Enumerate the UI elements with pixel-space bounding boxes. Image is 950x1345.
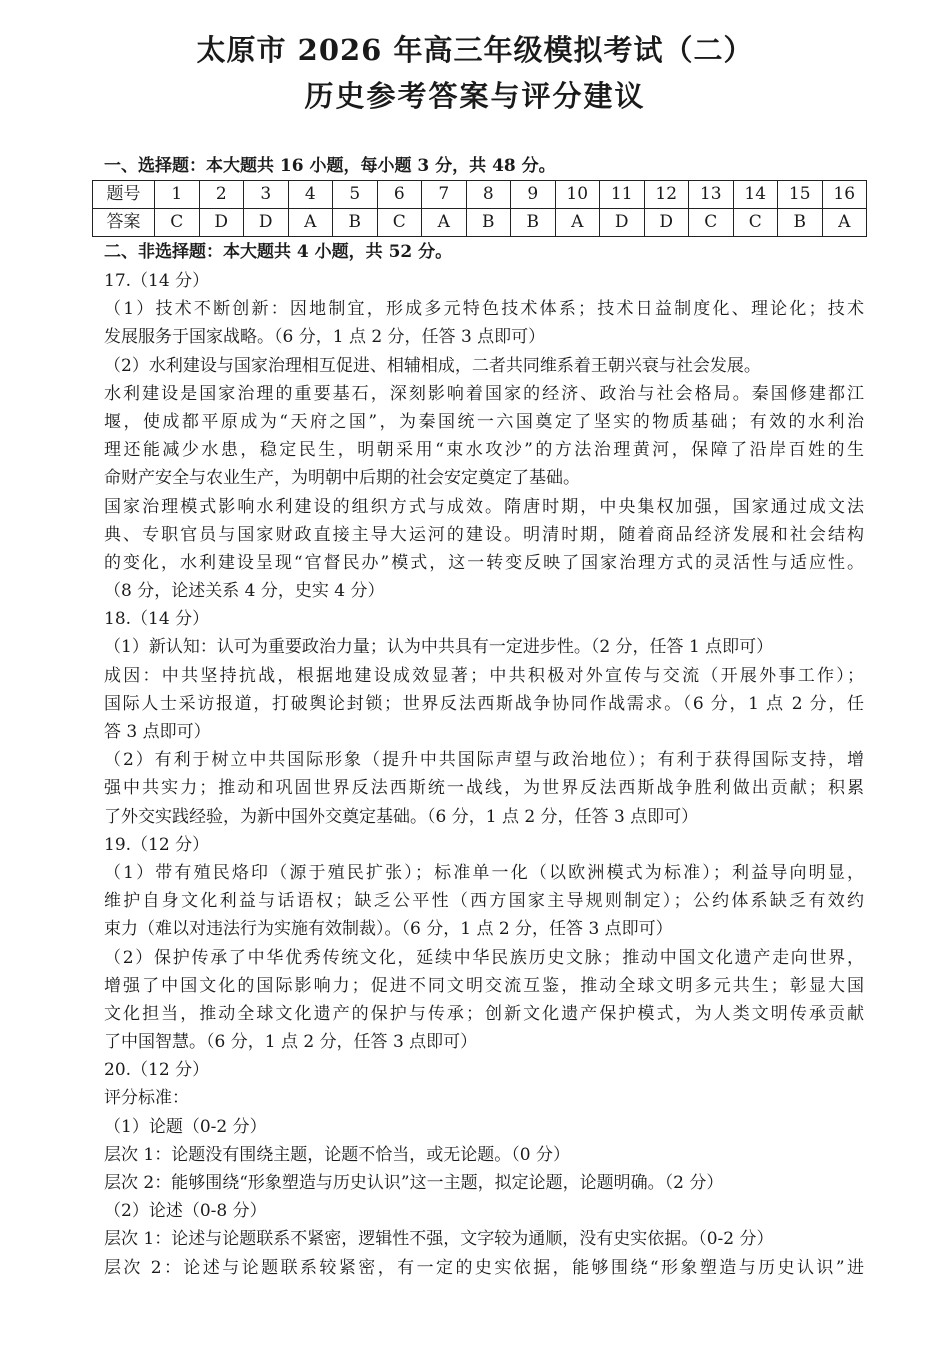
question-number-cell: 12 bbox=[644, 181, 689, 209]
answer-cell: A bbox=[422, 209, 467, 237]
document-title: 历史参考答案与评分建议 bbox=[304, 79, 646, 113]
answer-line: 的变化，水利建设呈现“官督民办”模式，这一转变反映了国家治理方式的灵活性与适应性。 bbox=[104, 552, 864, 573]
answer-line: 强中共实力；推动和巩固世界反法西斯统一战线，为世界反法西斯战争胜利做出贡献；积累 bbox=[104, 778, 864, 799]
question-heading-19: 19.（12 分） bbox=[104, 834, 210, 855]
answer-cell: B bbox=[778, 209, 823, 237]
answer-line: 成因：中共坚持抗战，根据地建设成效显著；中共积极对外宣传与交流（开展外事工作）； bbox=[104, 665, 864, 686]
scoring-note: （8 分，论述关系 4 分，史实 4 分） bbox=[104, 581, 385, 602]
answer-line: （2）有利于树立中共国际形象（提升中共国际声望与政治地位）；有利于获得国际支持，增 bbox=[104, 750, 864, 771]
question-number-cell: 4 bbox=[288, 181, 333, 209]
question-number-cell: 10 bbox=[555, 181, 600, 209]
answer-line: （2）水利建设与国家治理相互促进、相辅相成，二者共同维系着王朝兴衰与社会发展。 bbox=[104, 355, 761, 376]
answer-line: （1）新认知：认可为重要政治力量；认为中共具有一定进步性。（2 分，任答 1 点即可） bbox=[104, 637, 774, 658]
question-number-cell: 2 bbox=[199, 181, 244, 209]
exam-title: 太原市 2026 年高三年级模拟考试（二） bbox=[196, 33, 754, 67]
answer-line: 答 3 点即可） bbox=[104, 722, 211, 742]
answer-line: 维护自身文化利益与话语权；缺乏公平性（西方国家主导规则制定）；公约体系缺乏有效约 bbox=[104, 891, 864, 912]
answer-line: 文化担当，推动全球文化遗产的保护与传承；创新文化遗产保护模式，为人类文明传承贡献 bbox=[104, 1003, 864, 1024]
answer-cell: C bbox=[377, 209, 422, 237]
answer-line: 增强了中国文化的国际影响力；促进不同文明交流互鉴，推动全球文明多元共生；彰显大国 bbox=[104, 975, 864, 996]
question-number-cell: 6 bbox=[377, 181, 422, 209]
answer-cell: D bbox=[600, 209, 645, 237]
answer-line: （1）技术不断创新：因地制宜，形成多元特色技术体系；技术日益制度化、理论化；技术 bbox=[104, 299, 864, 320]
table-row-numbers bbox=[93, 181, 867, 209]
question-number-cell: 9 bbox=[511, 181, 556, 209]
answer-line: （2）保护传承了中华优秀传统文化，延续中华民族历史文脉；推动中国文化遗产走向世界， bbox=[104, 947, 864, 968]
table-row-answers bbox=[93, 209, 867, 237]
question-number-cell: 7 bbox=[422, 181, 467, 209]
answer-table bbox=[92, 180, 867, 237]
question-number-cell: 14 bbox=[733, 181, 778, 209]
scoring-criteria-label: 评分标准： bbox=[104, 1088, 189, 1109]
question-number-cell: 11 bbox=[600, 181, 645, 209]
question-number-cell: 16 bbox=[822, 181, 867, 209]
answer-line: 水利建设是国家治理的重要基石，深刻影响着国家的经济、政治与社会格局。秦国修建都江 bbox=[104, 383, 864, 404]
answer-line: 典、专职官员与国家财政直接主导大运河的建设。明清时期，随着商品经济发展和社会结构 bbox=[104, 524, 864, 545]
row-label-answer: 答案 bbox=[93, 209, 155, 237]
answer-line: 发展服务于国家战略。（6 分，1 点 2 分，任答 3 点即可） bbox=[104, 327, 546, 348]
section-2-heading: 二、非选择题：本大题共 4 小题，共 52 分。 bbox=[104, 242, 453, 262]
answer-cell: A bbox=[288, 209, 333, 237]
question-number-cell: 8 bbox=[466, 181, 511, 209]
answer-cell: D bbox=[244, 209, 289, 237]
question-number-cell: 5 bbox=[333, 181, 378, 209]
answer-cell: A bbox=[555, 209, 600, 237]
answer-cell: D bbox=[644, 209, 689, 237]
answer-line: 国际人士采访报道，打破舆论封锁；世界反法西斯战争协同作战需求。（6 分，1 点 2 分，任 bbox=[104, 693, 864, 714]
criteria-level: 层次 2：能够围绕“形象塑造与历史认识”这一主题，拟定论题，论题明确。（2 分） bbox=[104, 1173, 724, 1193]
answer-cell: D bbox=[199, 209, 244, 237]
question-number-cell: 3 bbox=[244, 181, 289, 209]
answer-cell: B bbox=[511, 209, 556, 237]
question-number-cell: 1 bbox=[155, 181, 200, 209]
criteria-level: 层次 1：论述与论题联系不紧密，逻辑性不强，文字较为通顺，没有史实依据。（0-2 分） bbox=[104, 1229, 774, 1250]
row-label-number: 题号 bbox=[93, 181, 155, 209]
answer-line: 了外交实践经验，为新中国外交奠定基础。（6 分，1 点 2 分，任答 3 点即可） bbox=[104, 806, 699, 827]
answer-cell: C bbox=[689, 209, 734, 237]
question-heading-20: 20.（12 分） bbox=[104, 1060, 210, 1081]
question-heading-17: 17.（14 分） bbox=[104, 271, 210, 291]
answer-cell: B bbox=[333, 209, 378, 237]
answer-line: 了中国智慧。（6 分，1 点 2 分，任答 3 点即可） bbox=[104, 1032, 478, 1053]
answer-cell: C bbox=[155, 209, 200, 237]
question-heading-18: 18.（14 分） bbox=[104, 609, 210, 630]
answer-cell: A bbox=[822, 209, 867, 237]
criteria-level: 层次 2：论述与论题联系较紧密，有一定的史实依据，能够围绕“形象塑造与历史认识”进 bbox=[104, 1257, 864, 1278]
question-number-cell: 15 bbox=[778, 181, 823, 209]
answer-cell: B bbox=[466, 209, 511, 237]
section-1-heading: 一、选择题：本大题共 16 小题，每小题 3 分，共 48 分。 bbox=[104, 156, 556, 176]
answer-line: 堰，使成都平原成为“天府之国”，为秦国统一六国奠定了坚实的物质基础；有效的水利治 bbox=[104, 411, 864, 432]
question-number-cell: 13 bbox=[689, 181, 734, 209]
criteria-level: 层次 1：论题没有围绕主题，论题不恰当，或无论题。（0 分） bbox=[104, 1144, 570, 1165]
answer-body bbox=[104, 267, 864, 1282]
answer-line: 理还能减少水患，稳定民生，明朝采用“束水攻沙”的方法治理黄河，保障了沿岸百姓的生 bbox=[104, 440, 864, 461]
answer-line: 束力（难以对违法行为实施有效制裁）。（6 分，1 点 2 分，任答 3 点即可） bbox=[104, 919, 673, 940]
answer-line: （1）带有殖民烙印（源于殖民扩张）；标准单一化（以欧洲模式为标准）；利益导向明显， bbox=[104, 862, 864, 883]
criteria-thesis-heading: （1）论题（0-2 分） bbox=[104, 1116, 267, 1137]
answer-line: 国家治理模式影响水利建设的组织方式与成效。隋唐时期，中央集权加强，国家通过成文法 bbox=[104, 496, 864, 517]
answer-cell: C bbox=[733, 209, 778, 237]
criteria-argument-heading: （2）论述（0-8 分） bbox=[104, 1201, 267, 1222]
answer-line: 命财产安全与农业生产，为明朝中后期的社会安定奠定了基础。 bbox=[104, 468, 580, 489]
